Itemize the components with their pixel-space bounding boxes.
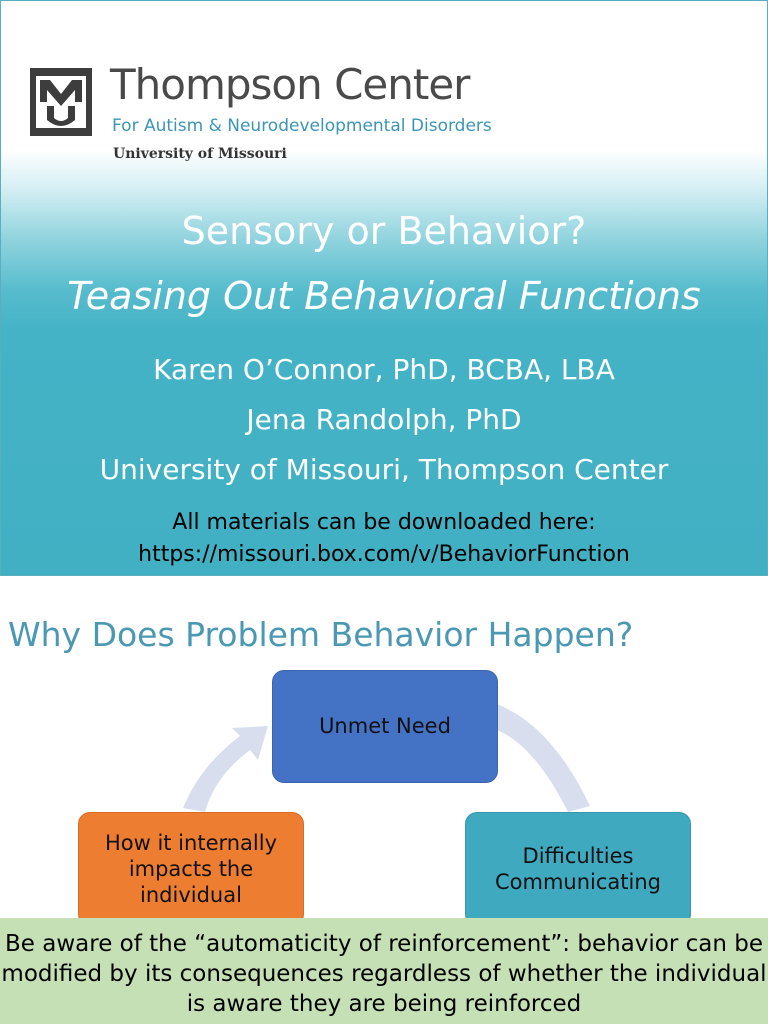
note-banner — [0, 918, 768, 1024]
cycle-box-internal-impact — [78, 812, 304, 926]
download-link[interactable]: https://missouri.box.com/v/BehaviorFunction — [138, 542, 630, 567]
note-banner-text: Be aware of the “automaticity of reinforcement”: behavior can be modified by its consequences regardless of whether the individual is aware they are being reinforced — [1, 931, 767, 1017]
slide-subtitle: Teasing Out Behavioral Functions — [67, 274, 701, 318]
brand-title: Thompson Center — [110, 60, 470, 109]
cycle-box-unmet-need — [272, 670, 498, 783]
slide-title: Why Does Problem Behavior Happen? — [8, 615, 634, 654]
cycle-arrow-left — [183, 726, 268, 812]
cycle-box-label: Unmet Need — [319, 714, 451, 739]
author-line: Karen O’Connor, PhD, BCBA, LBA — [153, 353, 615, 386]
brand-subtitle: For Autism & Neurodevelopmental Disorders — [112, 116, 492, 136]
brand-university: University of Missouri — [113, 146, 287, 162]
author-line: Jena Randolph, PhD — [246, 403, 522, 436]
cycle-box-label: Difficulties Communicating — [494, 843, 661, 894]
slide-title: Sensory or Behavior? — [181, 209, 587, 253]
affiliation-line: University of Missouri, Thompson Center — [99, 453, 669, 486]
content-slide — [0, 576, 768, 1024]
mu-logo-icon — [30, 68, 92, 136]
cycle-box-label: How it internally impacts the individual — [104, 830, 278, 908]
cycle-arrow-right — [497, 704, 590, 812]
cycle-box-communicating — [465, 812, 691, 926]
download-label: All materials can be downloaded here: — [172, 510, 596, 535]
